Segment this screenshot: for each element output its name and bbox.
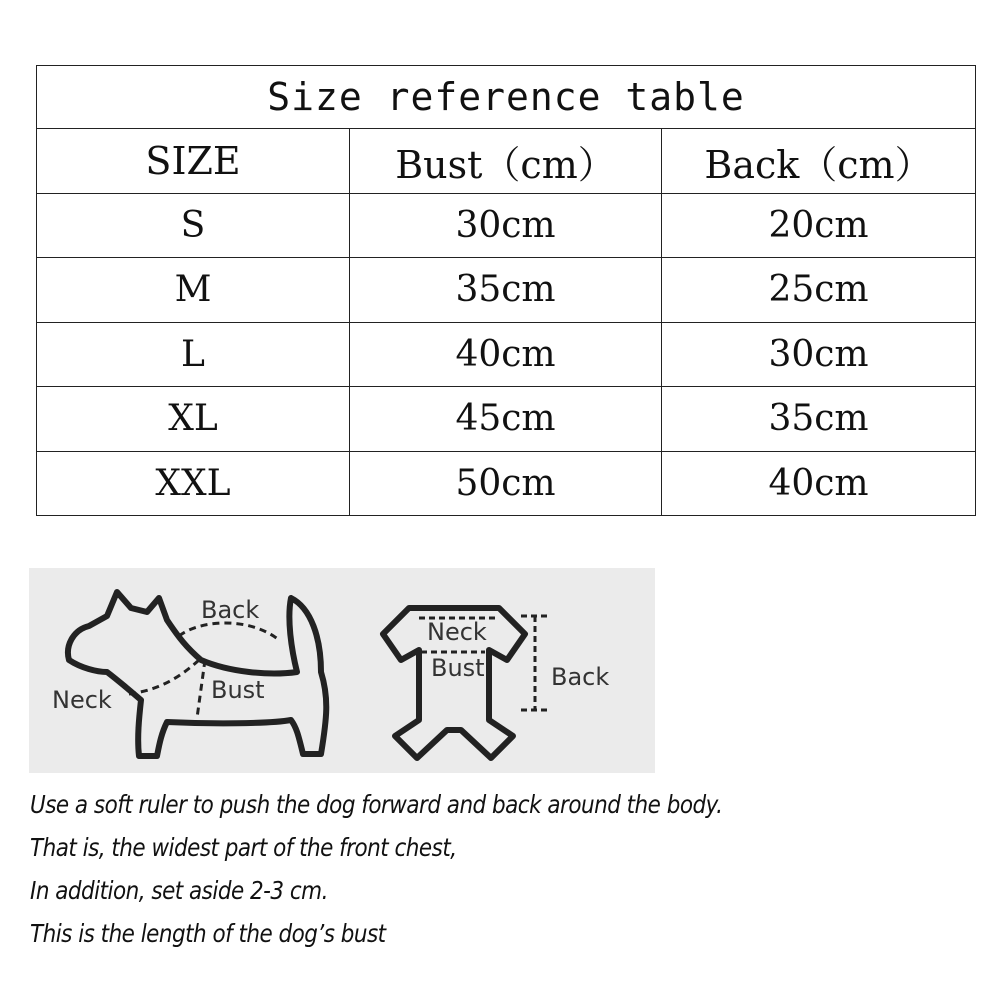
dog-back-label: Back xyxy=(201,596,260,624)
bust-cell: 30cm xyxy=(350,193,662,257)
bust-cell: 50cm xyxy=(350,451,662,515)
back-cell: 40cm xyxy=(662,451,976,515)
measurement-instructions xyxy=(30,783,970,955)
size-cell: XXL xyxy=(37,451,350,515)
table-title-row xyxy=(37,66,976,129)
back-cell: 20cm xyxy=(662,193,976,257)
table-header-row xyxy=(37,129,976,193)
table-row xyxy=(37,451,976,515)
garment-back-label: Back xyxy=(551,663,610,691)
dog-neck-label: Neck xyxy=(52,686,112,714)
instruction-line: This is the length of the dog’s bust xyxy=(30,919,386,948)
table-row xyxy=(37,322,976,386)
instruction-line: Use a soft ruler to push the dog forward and back around the body. xyxy=(30,790,723,819)
back-cell: 35cm xyxy=(662,387,976,451)
size-cell: S xyxy=(37,193,350,257)
table-row xyxy=(37,193,976,257)
back-cell: 25cm xyxy=(662,258,976,322)
bust-cell: 40cm xyxy=(350,322,662,386)
header-back: Back（cm） xyxy=(662,129,976,193)
header-size: SIZE xyxy=(37,129,350,193)
garment-bust-label: Bust xyxy=(431,654,485,682)
table-row xyxy=(37,258,976,322)
size-reference-table xyxy=(36,65,976,516)
table-row xyxy=(37,387,976,451)
size-cell: L xyxy=(37,322,350,386)
table-title: Size reference table xyxy=(37,66,976,129)
header-bust: Bust（cm） xyxy=(350,129,662,193)
bust-cell: 45cm xyxy=(350,387,662,451)
dog-silhouette-icon xyxy=(68,592,326,756)
dog-bust-label: Bust xyxy=(211,676,265,704)
instruction-line: That is, the widest part of the front chest, xyxy=(30,833,457,862)
size-cell: XL xyxy=(37,387,350,451)
measurement-diagram xyxy=(29,568,655,773)
back-cell: 30cm xyxy=(662,322,976,386)
bust-cell: 35cm xyxy=(350,258,662,322)
garment-neck-label: Neck xyxy=(427,618,487,646)
instruction-line: In addition, set aside 2-3 cm. xyxy=(30,876,328,905)
size-cell: M xyxy=(37,258,350,322)
